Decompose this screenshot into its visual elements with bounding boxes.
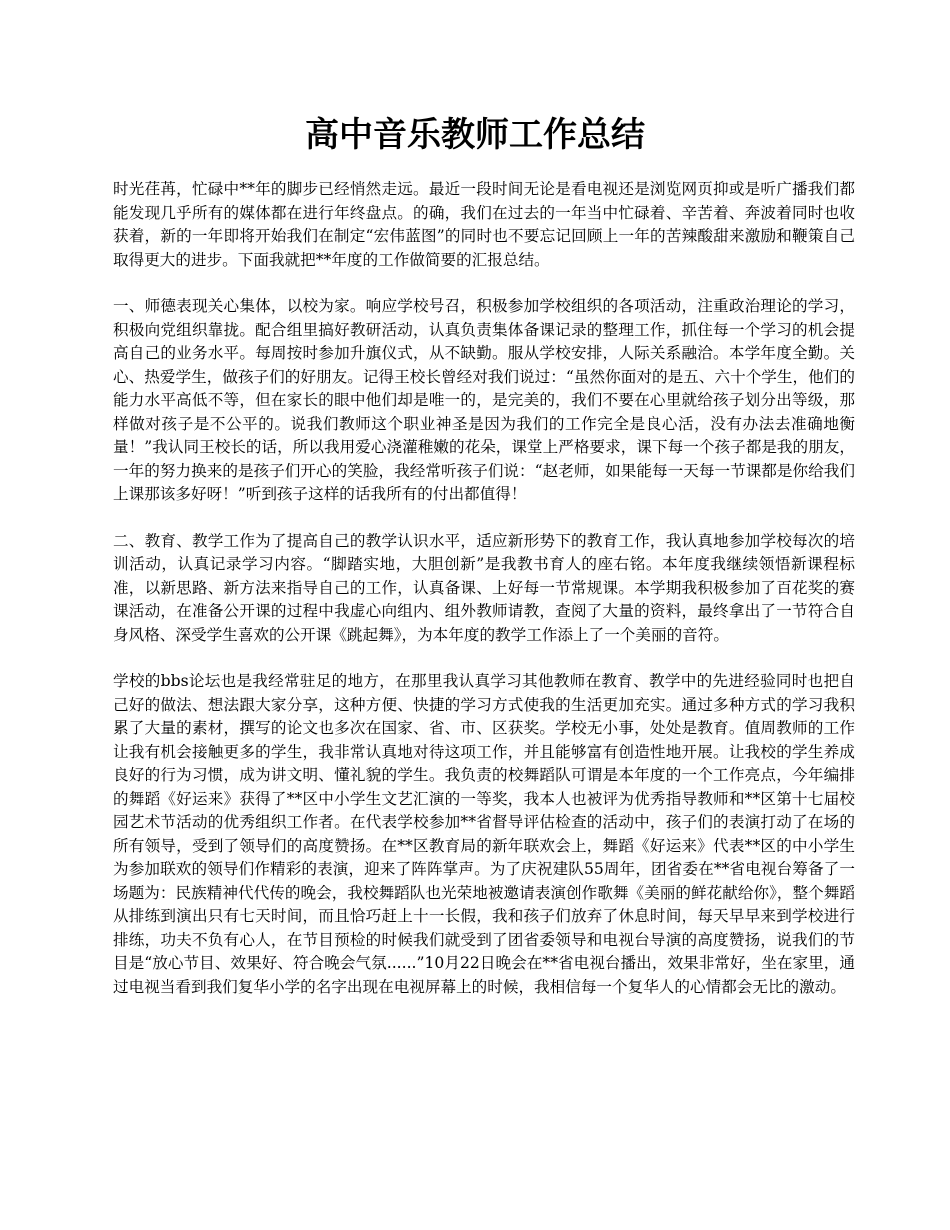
page-title: 高中音乐教师工作总结 — [305, 115, 645, 155]
paragraph-intro: 时光荏苒，忙碌中**年的脚步已经悄然走远。最近一段时间无论是看电视还是浏览网页抑或是听广播我们都能发现几乎所有的媒体都在进行年终盘点。的确，我们在过去的一年当中忙碌着、辛苦着、奔波着同时也收获着，新的一年即将开始我们在制定“宏伟蓝图”的同时也不要忘记回顾上一年的苦辣酸甜来激励和鞭策自己取得更大的进步。下面我就把**年度的工作做简要的汇报总结。 — [113, 180, 855, 269]
document-body — [113, 178, 855, 999]
paragraph-ethics: 一、师德表现关心集体，以校为家。响应学校号召，积极参加学校组织的各项活动，注重政治理论的学习，积极向党组织靠拢。配合组里搞好教研活动，认真负责集体备课记录的整理工作，抓住每一个学习的机会提高自己的业务水平。每周按时参加升旗仪式，从不缺勤。服从学校安排，人际关系融洽。本学年度全勤。关心、热爱学生，做孩子们的好朋友。记得王校长曾经对我们说过：“虽然你面对的是五、六十个学生，他们的能力水平高低不等，但在家长的眼中他们却是唯一的，是完美的，我们不要在心里就给孩子划分出等级，那样做对孩子是不公平的。说我们教师这个职业神圣是因为我们的工作完全是良心活，没有办法去准确地衡量！”我认同王校长的话，所以我用爱心浇灌稚嫩的花朵，课堂上严格要求，课下每一个孩子都是我的朋友，一年的努力换来的是孩子们开心的笑脸，我经常听孩子们说：“赵老师，如果能每一天每一节课都是你给我们上课那该多好呀！”听到孩子这样的话我所有的付出都值得！ — [113, 297, 855, 503]
paragraph-teaching: 二、教育、教学工作为了提高自己的教学认识水平，适应新形势下的教育工作，我认真地参加学校每次的培训活动，认真记录学习内容。“脚踏实地，大胆创新”是我教书育人的座右铭。本年度我继续领悟新课程标准，以新思路、新方法来指导自己的工作，认真备课、上好每一节常规课。本学期我积极参加了百花奖的赛课活动，在准备公开课的过程中我虚心向组内、组外教师请教，查阅了大量的资料，最终拿出了一节符合自身风格、深受学生喜欢的公开课《跳起舞》，为本年度的教学工作添上了一个美丽的音符。 — [113, 531, 855, 644]
paragraph-forum-activities: 学校的bbs论坛也是我经常驻足的地方，在那里我认真学习其他教师在教育、教学中的先进经验同时也把自己好的做法、想法跟大家分享，这种方便、快捷的学习方式使我的生活更加充实。通过多种方式的学习我积累了大量的素材，撰写的论文也多次在国家、省、市、区获奖。学校无小事，处处是教育。值周教师的工作让我有机会接触更多的学生，我非常认真地对待这项工作，并且能够富有创造性地开展。让我校的学生养成良好的行为习惯，成为讲文明、懂礼貌的学生。我负责的校舞蹈队可谓是本年度的一个工作亮点，今年编排的舞蹈《好运来》获得了**区中小学生文艺汇演的一等奖，我本人也被评为优秀指导教师和**区第十七届校园艺术节活动的优秀组织工作者。在代表学校参加**省督导评估检查的活动中，孩子们的表演打动了在场的所有领导，受到了领导们的高度赞扬。在**区教育局的新年联欢会上，舞蹈《好运来》代表**区的中小学生为参加联欢的领导们作精彩的表演，迎来了阵阵掌声。为了庆祝建队55周年，团省委在**省电视台筹备了一场题为：民族精神代代传的晚会，我校舞蹈队也光荣地被邀请表演创作歌舞《美丽的鲜花献给你》，整个舞蹈从排练到演出只有七天时间，而且恰巧赶上十一长假，我和孩子们放弃了休息时间，每天早早来到学校进行排练，功夫不负有心人，在节目预检的时候我们就受到了团省委领导和电视台导演的高度赞扬，说我们的节目是“放心节目、效果好、符合晚会气氛......”10月22日晚会在**省电视台播出，效果非常好，坐在家里，通过电视当看到我们复华小学的名字出现在电视屏幕上的时候，我相信每一个复华人的心情都会无比的激动。 — [113, 672, 855, 996]
